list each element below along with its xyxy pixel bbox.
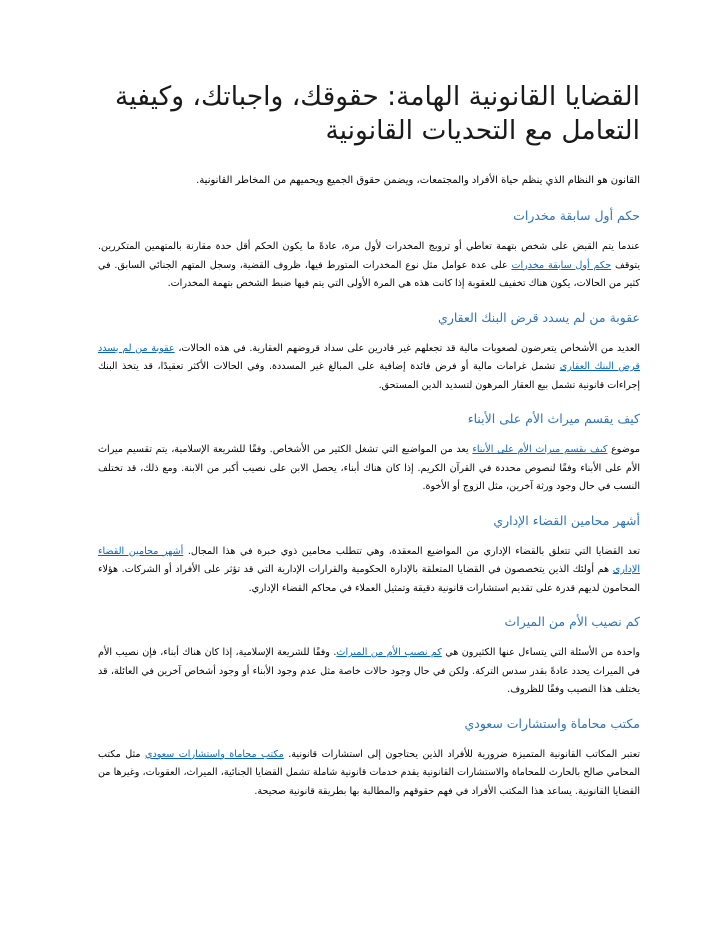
section-paragraph bbox=[98, 340, 640, 396]
section-heading: مكتب محاماة واستشارات سعودي bbox=[464, 715, 640, 731]
paragraph-text: موضوع bbox=[607, 444, 640, 455]
paragraph-text: تشمل غرامات مالية أو فرض فائدة إضافية على المبالغ غير المسددة. وفي الحالات الأكثر تعقيدًا، قد يتخذ البنك إجراءات قانونية تشمل بيع العقار المرهون لتسديد الدين المستحق. bbox=[98, 361, 640, 391]
paragraph-text: هم أولئك الذين يتخصصون في القضايا المتعلقة بالإدارة الحكومية والقرارات الإدارية التي قد تؤثر على الأفراد أو الشركات. هؤلاء المحامون لديهم قدرة على تقديم استشارات قانونية دقيقة وتمثيل العملاء في محاكم القضاء الإداري. bbox=[98, 564, 640, 594]
paragraph-text: مثل مكتب المحامي صالح بالحارث للمحاماة والاستشارات القانونية يقدم خدمات قانونية شاملة تشمل القضايا الجنائية، الميراث، العقوبات، وغيرها من القضايا القانونية. يساعد هذا المكتب الأفراد في فهم حقوقهم والمطالبة بها بطريقة قانونية صحيحة. bbox=[98, 748, 640, 797]
paragraph-text: . وفقًا للشريعة الإسلامية، إذا كان هناك أبناء، فإن نصيب الأم في الميراث يحدد عادةً بقدر سدس التركة. ولكن في حال وجود حالات خاصة مثل عدم وجود الأبناء أو وجود أشخاص آخرين في العائلة، قد يختلف هذا النصيب وفقًا للظروف. bbox=[98, 647, 640, 695]
section-heading: عقوبة من لم يسدد قرض البنك العقاري bbox=[438, 309, 640, 325]
section-paragraph bbox=[98, 238, 640, 294]
section-heading: حكم أول سابقة مخدرات bbox=[513, 208, 640, 223]
inline-link[interactable]: كيف يقسم ميراث الأم على الأبناء bbox=[472, 444, 608, 455]
inline-link[interactable]: أشهر محامين القضاء الإداري bbox=[98, 545, 640, 575]
section-paragraph bbox=[98, 644, 640, 700]
section-heading: كيف يقسم ميراث الأم على الأبناء bbox=[467, 411, 640, 426]
inline-link[interactable]: كم نصيب الأم من الميراث bbox=[336, 647, 442, 658]
paragraph-text: واحدة من الأسئلة التي يتساءل عنها الكثيرون هي bbox=[441, 647, 641, 658]
section-first-drug-offense bbox=[98, 206, 640, 294]
section-mortgage-default bbox=[98, 308, 640, 396]
paragraph-text: العديد من الأشخاص يتعرضون لصعوبات مالية قد تجعلهم غير قادرين على سداد قروضهم العقارية. في هذه الحالات، bbox=[174, 342, 640, 354]
paragraph-text: تعتبر المكاتب القانونية المتميزة ضرورية للأفراد الذين يحتاجون إلى استشارات قانونية. bbox=[283, 748, 640, 760]
section-paragraph bbox=[98, 441, 640, 497]
inline-link[interactable]: مكتب محاماة واستشارات سعودي bbox=[144, 748, 284, 760]
inline-link[interactable]: عقوبة من لم يسدد قرض البنك العقاري bbox=[98, 342, 640, 372]
paragraph-text: على عدة عوامل مثل نوع المخدرات المتورط فيها، ظروف القضية، وسجل المتهم الجنائي السابق. في كثير من الحالات، يكون هناك تخفيف للعقوبة إذا كانت هذه هي المرة الأولى التي يتم فيها ضبط الشخص بتهمة المخدرات. bbox=[98, 259, 640, 289]
section-paragraph bbox=[98, 746, 640, 802]
document-title: القضايا القانونية الهامة: حقوقك، واجباتك، وكيفية التعامل مع التحديات القانونية bbox=[114, 81, 640, 146]
intro-paragraph: القانون هو النظام الذي ينظم حياة الأفراد والمجتمعات، ويضمن حقوق الجميع ويحميهم من المخاطر القانونية. bbox=[196, 175, 640, 186]
section-mother-inheritance-division bbox=[98, 409, 640, 497]
section-saudi-law-office bbox=[98, 714, 640, 802]
section-heading: أشهر محامين القضاء الإداري bbox=[493, 512, 640, 528]
inline-link[interactable]: حكم أول سابقة مخدرات bbox=[511, 259, 612, 271]
section-mother-share bbox=[98, 612, 640, 700]
section-heading: كم نصيب الأم من الميراث bbox=[504, 614, 640, 629]
paragraph-text: تعد القضايا التي تتعلق بالقضاء الإداري من المواضيع المعقدة، وهي تتطلب محامين ذوي خبرة في هذا المجال. bbox=[183, 545, 640, 557]
section-paragraph bbox=[98, 543, 640, 599]
paragraph-text: يعد من المواضيع التي تشغل الكثير من الأشخاص. وفقًا للشريعة الإسلامية، يتم تقسيم ميراث الأم على الأبناء وفقًا لنصوص محددة في القرآن الكريم. إذا كان هناك أبناء، يحصل الابن على نصيب أكبر من الابنة. ومع ذلك، قد تختلف النسب في حال وجود ورثة آخرين، مثل الزوج أو الأخوة. bbox=[98, 444, 640, 492]
paragraph-text: عندما يتم القبض على شخص بتهمة تعاطي أو ترويج المخدرات لأول مرة، عادةً ما يكون الحكم أقل حدة مقارنة بالمتهمين المتكررين. يتوقف bbox=[98, 241, 640, 271]
section-administrative-lawyers bbox=[98, 511, 640, 599]
